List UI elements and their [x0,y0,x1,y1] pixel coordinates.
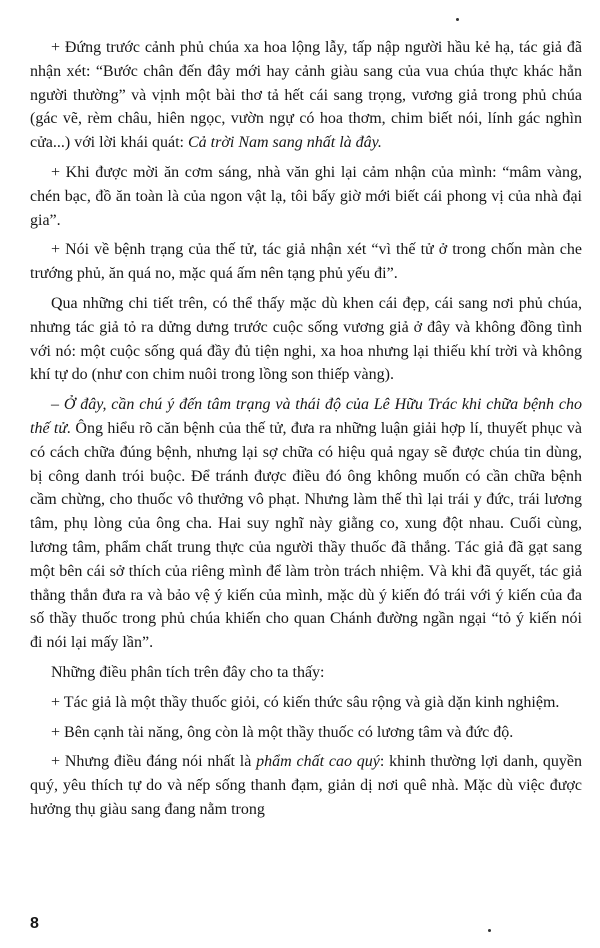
paragraph-2-text: + Khi được mời ăn cơm sáng, nhà văn ghi lại cảm nhận của mình: “mâm vàng, chén bạc, đồ ăn toàn là của ngon vật lạ, tôi bấy giờ mới biết cái phong vị của nhà đại gia”. [30,163,582,229]
paragraph-4 [30,292,582,387]
paragraph-1 [30,36,582,155]
paragraph-9-part-3: : khinh thường lợi danh, quyền quý, yêu thích tự do và nếp sống thanh đạm, giản dị nơi quê nhà. Mặc dù việc được hưởng thụ giàu sang đang nằm trong [30,753,582,818]
paragraph-5-text: Ông hiểu rõ căn bệnh của thế tử, đưa ra những luận giải hợp lí, thuyết phục và có cách chữa đúng bệnh, nhưng lại sợ chữa có hiệu quả ngay sẽ được chúa tin dùng, bị công danh trói buộc. Để tránh được điều đó ông không muốn có cần chữa bệnh cầm chừng, cho thuốc vô thưởng vô phạt. Nhưng làm thế thì lại trái y đức, trái lương tâm, phụ lòng của ông cha. Hai suy nghĩ này giằng co, xung đột nhau. Cuối cùng, lương tâm, phẩm chất trung thực của người thầy thuốc đã thắng. Tác giả đã gạt sang một bên cái sở thích của riêng mình để làm tròn trách nhiệm. Và khi đã quyết, tác giả thẳng thắn đưa ra và bảo vệ ý kiến của mình, mặc dù ý kiến đó trái với ý kiến của đa số thầy thuốc trong phủ chúa khiến cho quan Chánh đường ngần ngại “tỏ ý kiến nói đi nói lại mấy lần”. [30,419,583,652]
paragraph-1-part-1: + Đứng trước cảnh phủ chúa xa hoa lộng lẫy, tấp nập người hầu kẻ hạ, tác giả đã nhận xét: “Bước chân đến đây mới hay cảnh giàu sang của vua chúa thực khác hẳn người thường” và vịnh một bài thơ tả hết cái sang trọng, vương giả trong phủ chúa (gác vẽ, rèm châu, hiên ngọc, vườn ngự có hoa thơm, chim biết nói, lính gác nghìn cửa...) với lời khái quát: [30,39,582,152]
page-number: 8 [30,915,39,932]
paragraph-9-part-1: + Nhưng điều đáng nói nhất là [51,753,257,771]
document-body [30,36,582,828]
paragraph-9-italic: phẩm chất cao quý [256,753,380,771]
paragraph-7-text: + Tác giả là một thầy thuốc giỏi, có kiến thức sâu rộng và già dặn kinh nghiệm. [51,693,560,711]
paragraph-5 [30,393,582,655]
paragraph-8-text: + Bên cạnh tài năng, ông còn là một thầy thuốc có lương tâm và đức độ. [51,723,514,741]
paragraph-3 [30,238,582,286]
paragraph-1-quote: Cả trời Nam sang nhất là đây. [188,134,382,152]
paragraph-7 [30,691,582,715]
paragraph-3-text: + Nói về bệnh trạng của thế tử, tác giả nhận xét “vì thế tử ở trong chốn màn che trướng phủ, ăn quá no, mặc quá ấm nên tạng phủ yếu đi”. [30,241,582,283]
paragraph-5-italic-lead: – Ở đây, cần chú ý đến tâm trạng và thái độ của Lê Hữu Trác khi chữa bệnh cho thế tử. [30,396,582,437]
paragraph-9 [30,750,582,821]
paragraph-2 [30,161,582,232]
paragraph-4-text: Qua những chi tiết trên, có thể thấy mặc dù khen cái đẹp, cái sang nơi phủ chúa, nhưng tác giả tỏ ra dửng dưng trước cuộc sống vương giả ở đây và không đồng tình với nó: một cuộc sống quá đầy đủ tiện nghi, xa hoa nhưng lại thiếu khí trời và không khí tự do (như con chim nuôi trong lồng son thiếp vàng). [30,294,582,384]
paragraph-6 [30,661,582,685]
print-speck [488,929,491,932]
paragraph-6-text: Những điều phân tích trên đây cho ta thấy: [51,663,325,681]
print-speck [456,18,459,21]
paragraph-8 [30,721,582,745]
